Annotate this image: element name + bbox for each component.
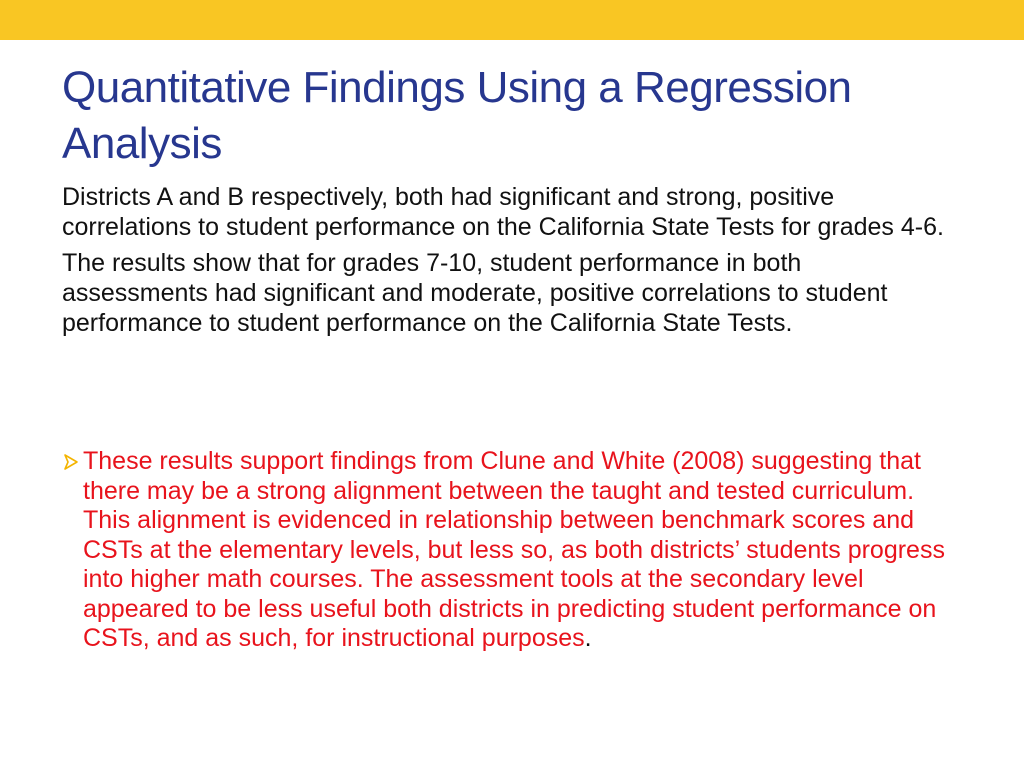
bullet-text	[83, 447, 962, 654]
slide-title: Quantitative Findings Using a Regression Analysis	[62, 63, 852, 168]
bullet-trailing-period: .	[584, 624, 592, 652]
top-accent-bar	[0, 0, 1024, 40]
paragraph-grades-results: The results show that for grades 7-10, student performance in both assessments had significant and moderate, positive correlations to student performance to student performance on the California State Tests.	[62, 249, 888, 337]
arrowhead-bullet-icon	[62, 453, 80, 471]
bullet-item	[62, 447, 962, 654]
bullet-text-body: These results support findings from Clune and White (2008) suggesting that there may be a strong alignment between the taught and tested curriculum. This alignment is evidenced in relationship between benchmark scores and CSTs at the elementary levels, but less so, as both districts’ students progress into higher math courses. The assessment tools at the secondary level appeared to be less useful both districts in predicting student performance on CSTs, and as such, for instructional purposes	[83, 447, 945, 652]
paragraph-districts-summary: Districts A and B respectively, both had significant and strong, positive correlations to student performance on the California State Tests for grades 4-6.	[62, 183, 944, 241]
body-text	[62, 182, 952, 344]
